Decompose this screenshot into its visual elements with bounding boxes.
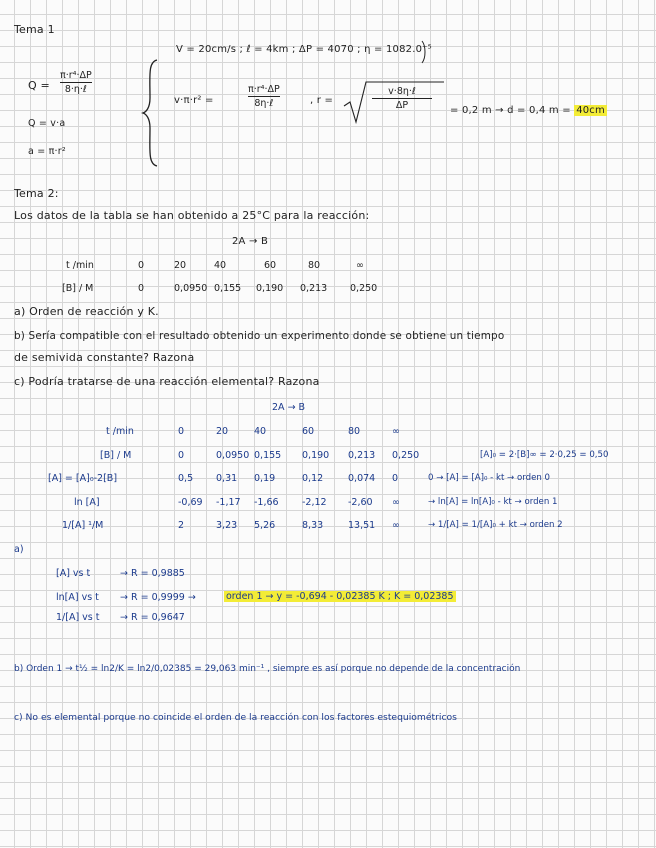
solution-row-note: → 1/[A] = 1/[A]₀ + kt → orden 2 xyxy=(428,520,563,530)
table-cell: ∞ xyxy=(356,260,364,271)
fit-second-order-left: 1/[A] vs t xyxy=(56,612,100,623)
solution-table-cell: -0,69 xyxy=(178,497,203,508)
table-row2-label: [B] / M xyxy=(62,283,94,294)
fit-zero-order-left: [A] vs t xyxy=(56,568,91,579)
solution-table-cell: 60 xyxy=(302,426,315,437)
highlighted-answer: 40cm xyxy=(576,105,605,116)
fraction-bar xyxy=(372,98,432,99)
solution-table-cell: -2,60 xyxy=(348,497,373,508)
solution-table-cell: 0,074 xyxy=(348,473,376,484)
fit-first-order-left: ln[A] vs t xyxy=(56,592,99,603)
solution-table-cell: ∞ xyxy=(392,520,400,531)
table-cell: 0 xyxy=(138,283,145,294)
fraction-bar xyxy=(248,96,280,97)
solution-table-cell: -2,12 xyxy=(302,497,327,508)
sqrt-denominator: ΔP xyxy=(395,100,409,111)
table-cell: 0 xyxy=(138,260,145,271)
equation-poiseuille-lhs: Q = xyxy=(28,79,50,92)
radius-lhs: , r = xyxy=(310,95,334,106)
tema2-title: Tema 2: xyxy=(14,187,59,200)
solution-row-note: 0 → [A] = [A]₀ - kt → orden 0 xyxy=(428,473,551,483)
derivation-fraction xyxy=(248,84,280,109)
answer-a-label: a) xyxy=(14,544,24,555)
bracket-mark-icon xyxy=(420,40,428,64)
solution-table-cell: 0 xyxy=(392,473,399,484)
solution-table-cell: 0,5 xyxy=(178,473,194,484)
solution-table-cell: 80 xyxy=(348,426,361,437)
fit-second-order-right: → R = 0,9647 xyxy=(120,612,185,623)
solution-table-cell: 20 xyxy=(216,426,229,437)
solution-table-cell: ∞ xyxy=(392,497,400,508)
solution-table-cell: 0,213 xyxy=(348,450,376,461)
question-b-line2: de semivida constante? Razona xyxy=(14,351,195,364)
solution-table-cell: 2 xyxy=(178,520,185,531)
solution-table-cell: -1,66 xyxy=(254,497,279,508)
result-text: = 0,2 m → d = 0,4 m = xyxy=(450,105,571,116)
table-cell: 0,250 xyxy=(350,283,378,294)
table-cell: 60 xyxy=(264,260,277,271)
solution-row-label: ln [A] xyxy=(74,497,100,508)
derivation-denominator: 8η·ℓ xyxy=(254,98,274,109)
fit-first-order-right: → R = 0,9999 → xyxy=(120,592,196,603)
equation-area: a = π·r² xyxy=(28,146,66,157)
solution-row-label: [A] = [A]₀-2[B] xyxy=(48,473,118,484)
answer-c: c) No es elemental porque no coincide el orden de la reacción con los factores estequiométricos xyxy=(14,712,457,723)
solution-table-cell: 0,12 xyxy=(302,473,324,484)
table-cell: 80 xyxy=(308,260,321,271)
question-a: a) Orden de reacción y K. xyxy=(14,305,159,318)
table-cell: 0,0950 xyxy=(174,283,208,294)
solution-table-cell: 0 xyxy=(178,426,185,437)
fit-zero-order-right: → R = 0,9885 xyxy=(120,568,185,579)
equation-poiseuille-denominator: 8·η·ℓ xyxy=(64,84,87,95)
curly-brace-icon xyxy=(142,58,162,168)
equation-flow-velocity: Q = v·a xyxy=(28,118,66,129)
table-cell: 0,213 xyxy=(300,283,328,294)
derivation-numerator: π·r⁴·ΔP xyxy=(248,84,280,95)
solution-row-label: [B] / M xyxy=(100,450,132,461)
solution-row-note: [A]₀ = 2·[B]∞ = 2·0,25 = 0,50 xyxy=(480,450,609,460)
table-cell: 40 xyxy=(214,260,227,271)
solution-table-cell: 0,31 xyxy=(216,473,238,484)
tema2-reaction: 2A → B xyxy=(232,236,268,247)
sqrt-numerator: v·8η·ℓ xyxy=(388,86,416,97)
equation-poiseuille-numerator: π·r⁴·ΔP xyxy=(60,70,92,81)
derivation-lhs: v·π·r² = xyxy=(174,95,214,106)
solution-row-note: → ln[A] = ln[A]₀ - kt → orden 1 xyxy=(428,497,558,507)
solution-table-cell: 5,26 xyxy=(254,520,276,531)
equation-poiseuille-fraction xyxy=(60,70,92,95)
question-c: c) Podría tratarse de una reacción elemental? Razona xyxy=(14,375,320,388)
given-values: V = 20cm/s ; ℓ = 4km ; ΔP = 4070 ; η = 1082.0⁻⁵ xyxy=(176,44,432,55)
sqrt-fraction xyxy=(372,86,432,111)
solution-table-cell: 13,51 xyxy=(348,520,376,531)
solution-table-cell: 3,23 xyxy=(216,520,238,531)
solution-row-label: t /min xyxy=(106,426,134,437)
tema2-intro: Los datos de la tabla se han obtenido a 25°C para la reacción: xyxy=(14,209,370,222)
solution-table-cell: 0,0950 xyxy=(216,450,250,461)
solution-row-label: 1/[A] ¹/M xyxy=(62,520,104,531)
solution-table-cell: 8,33 xyxy=(302,520,324,531)
solution-table-cell: 40 xyxy=(254,426,267,437)
table-cell: 0,190 xyxy=(256,283,284,294)
table-cell: 0,155 xyxy=(214,283,242,294)
solution-table-cell: 0,19 xyxy=(254,473,276,484)
tema1-title: Tema 1 xyxy=(14,23,55,36)
solution-table-cell: -1,17 xyxy=(216,497,241,508)
table-row1-label: t /min xyxy=(66,260,94,271)
table-cell: 20 xyxy=(174,260,187,271)
question-b-line1: b) Sería compatible con el resultado obtenido un experimento donde se obtiene un tiempo xyxy=(14,330,505,342)
answer-b: b) Orden 1 → t½ = ln2/K = ln2/0,02385 = 29,063 min⁻¹ , siempre es así porque no depende de la concentración xyxy=(14,664,521,674)
highlighted-first-order-result: orden 1 → y = -0,694 - 0,02385 K ; K = 0,02385 xyxy=(226,591,454,602)
solution-table-cell: 0,190 xyxy=(302,450,330,461)
solution-table-cell: ∞ xyxy=(392,426,400,437)
fraction-bar xyxy=(60,82,92,83)
solution-table-cell: 0,250 xyxy=(392,450,420,461)
solution-reaction: 2A → B xyxy=(272,402,306,413)
solution-table-cell: 0 xyxy=(178,450,185,461)
solution-table-cell: 0,155 xyxy=(254,450,282,461)
tema1-result xyxy=(450,105,607,117)
